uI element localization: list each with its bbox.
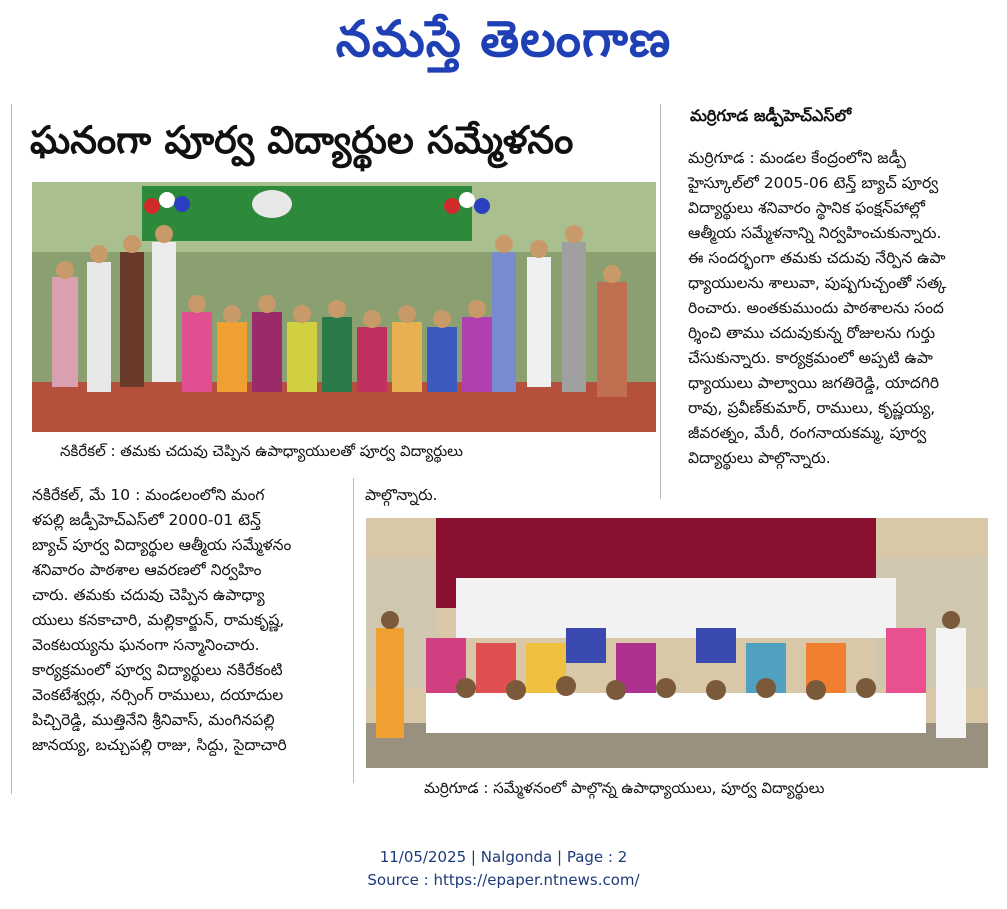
left-article-body bbox=[32, 483, 347, 758]
body-line: ఆత్మీయ సమ్మేళనాన్ని నిర్వహించుకున్నారు. bbox=[688, 224, 942, 242]
body-line: వెంకటేశ్వర్లు, నర్సింగ్‌ రాములు, దయాదుల bbox=[32, 686, 284, 704]
article-continuation: పాల్గొన్నారు. bbox=[365, 486, 438, 504]
body-line: శనివారం పాఠశాల ఆవరణలో నిర్వహిం bbox=[32, 561, 262, 579]
body-line: ధ్యాయులను శాలువా, పుష్పగుచ్చంతో సత్క bbox=[688, 274, 947, 292]
body-line: మర్రిగూడ : మండల కేంద్రంలోని జడ్పీ bbox=[688, 149, 906, 167]
school-reunion-photo-illustration bbox=[32, 182, 656, 432]
body-line: జానయ్య, బచ్చుపల్లి రాజు, సిద్దు, సైదాచారి bbox=[32, 736, 287, 754]
body-line: బ్యాచ్‌ పూర్వ విద్యార్థుల ఆత్మీయ సమ్మేళనం bbox=[32, 536, 292, 554]
column-rule-left bbox=[11, 104, 12, 794]
column-rule-center bbox=[660, 104, 661, 499]
photo-caption: మర్రిగూడ : సమ్మేళనంలో పాల్గొన్న ఉపాధ్యాయులు, పూర్వ విద్యార్థులు bbox=[424, 779, 825, 797]
marriguda-reunion-photo bbox=[366, 518, 988, 768]
body-line: హైస్కూల్‌లో 2005-06 టెన్త్‌ బ్యాచ్‌ పూర్వ bbox=[688, 174, 939, 192]
school-reunion-photo bbox=[32, 182, 656, 432]
body-line: విద్యార్థులు శనివారం స్థానిక ఫంక్షన్‌హాల్లో bbox=[688, 199, 925, 217]
body-line: పిచ్చిరెడ్డి, ముత్తినేని శ్రీనివాస్‌, మంగినపల్లి bbox=[32, 711, 275, 729]
masthead-title: నమస్తే తెలంగాణ bbox=[335, 9, 672, 68]
photo-caption: నకిరేకల్‌ : తమకు చదువు చెప్పిన ఉపాధ్యాయులతో పూర్వ విద్యార్థులు bbox=[60, 442, 463, 460]
edition-info: 11/05/2025 | Nalgonda | Page : 2 bbox=[379, 848, 628, 866]
article-headline: ఘనంగా పూర్వ విద్యార్థుల సమ్మేళనం bbox=[30, 118, 574, 162]
source-link[interactable]: Source : https://epaper.ntnews.com/ bbox=[367, 871, 640, 889]
body-line: చేసుకున్నారు. కార్యక్రమంలో అప్పటి ఉపా bbox=[688, 349, 933, 367]
body-line: రావు, ప్రవీణ్‌కుమార్‌, రాములు, కృష్ణయ్య, bbox=[688, 399, 936, 417]
body-line: ళపల్లి జడ్పీహెచ్‌ఎస్‌లో 2000-01 టెన్త్‌ bbox=[32, 511, 261, 529]
body-line: రించారు. అంతకుముందు పాఠశాలను సంద bbox=[688, 299, 944, 317]
body-line: ఈ సందర్భంగా తమకు చదువు నేర్పిన ఉపా bbox=[688, 249, 946, 267]
body-line: వెంకటయ్యను ఘనంగా సన్మానించారు. bbox=[32, 636, 260, 654]
body-line: ధ్యాయులు పాల్వాయి జగతిరెడ్డి, యాదగిరి bbox=[688, 374, 940, 392]
body-line: కార్యక్రమంలో పూర్వ విద్యార్థులు నకిరేకంటి bbox=[32, 661, 283, 679]
body-line: ర్శించి తాము చదువుకున్న రోజులను గుర్తు bbox=[688, 324, 936, 342]
body-line: యులు కనకాచారి, మల్లికార్జున్‌, రామకృష్ణ, bbox=[32, 611, 285, 629]
body-line: నకిరేకల్‌, మే 10 : మండలంలోని మంగ bbox=[32, 486, 265, 504]
right-article-body bbox=[688, 146, 993, 471]
body-line: విద్యార్థులు పాల్గొన్నారు. bbox=[688, 449, 831, 467]
body-line: చారు. తమకు చదువు చెప్పిన ఉపాధ్యా bbox=[32, 586, 265, 604]
marriguda-reunion-photo-illustration bbox=[366, 518, 988, 768]
right-article-subhead: మర్రిగూడ జడ్పీహెచ్‌ఎస్‌లో bbox=[690, 106, 852, 125]
column-rule-lower bbox=[353, 478, 354, 783]
body-line: జీవరత్నం, మేరీ, రంగనాయకమ్మ, పూర్వ bbox=[688, 424, 927, 442]
